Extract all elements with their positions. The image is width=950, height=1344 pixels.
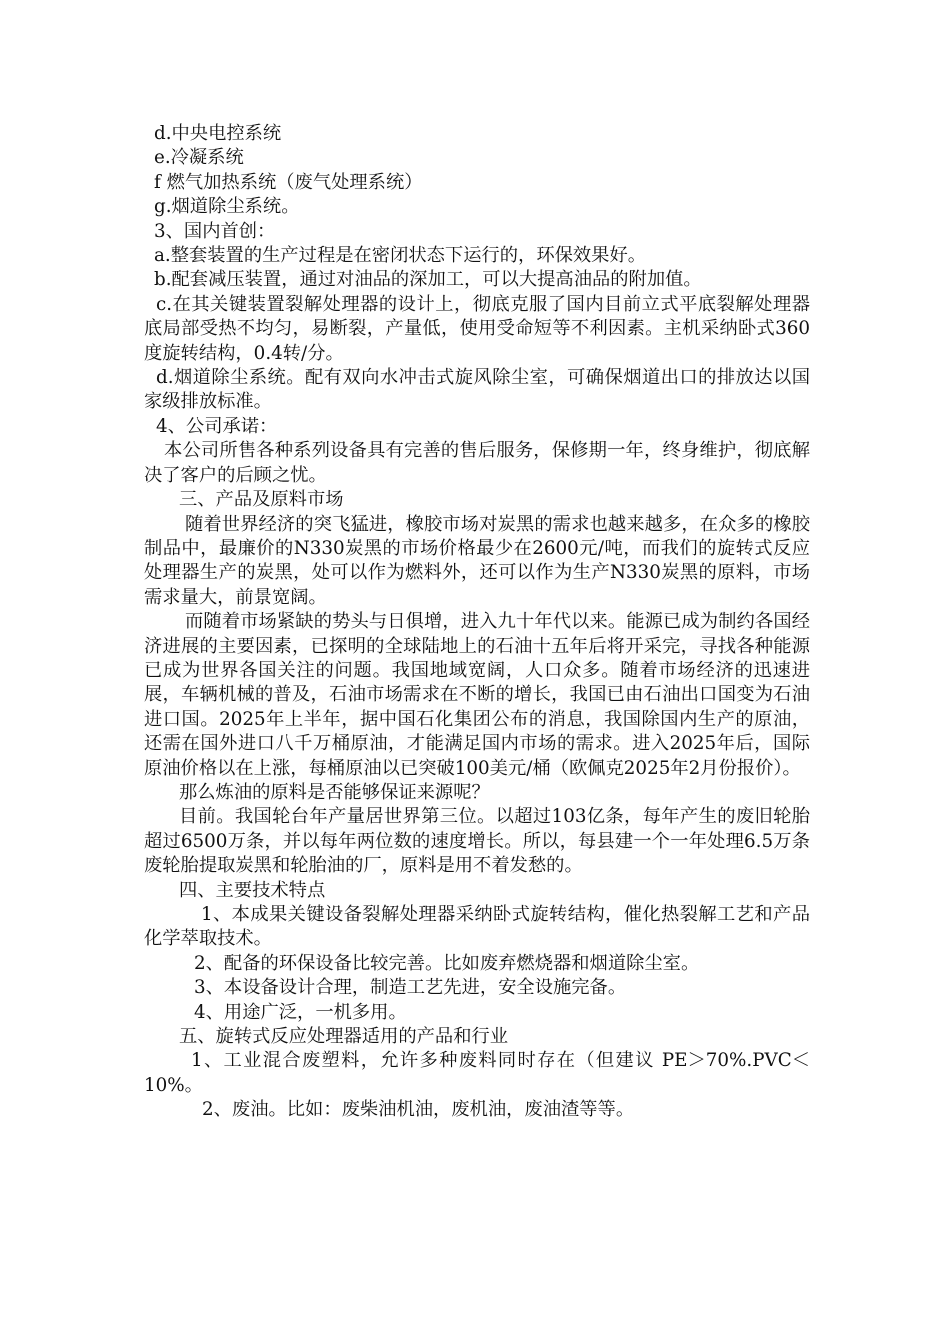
list-item-g: g.烟道除尘系统。 xyxy=(154,196,300,218)
list-item-f: f 燃气加热系统（废气处理系统） xyxy=(154,171,423,193)
chapter-5-heading: 五、旋转式反应处理器适用的产品和行业 xyxy=(179,1026,509,1048)
section-4-heading: 4、公司承诺： xyxy=(156,415,278,437)
feature-1: 1、本成果关键设备裂解处理器采纳卧式旋转结构，催化热裂解工艺和产品化学萃取技术。 xyxy=(144,904,810,950)
paragraph-market-2: 而随着市场紧缺的势头与日俱增，进入九十年代以来。能源已成为制约各国经济进展的主要因素，已探明的全球陆地上的石油十五年后将开采完，寻找各种能源已成为世界各国关注的问题。我国地域宽阔，人口众多。随着市场经济的迅速进展，车辆机械的普及，石油市场需求在不断的增长，我国已由石油出口国变为石油进口国。2025年上半年，据中国石化集团公布的消息，我国除国内生产的原油，还需在国外进口八千万桶原油，才能满足国内市场的需求。进入2025年后，国际原油价格以在上涨，每桶原油以已突破100美元/桶（欧佩克2025年2月份报价）。 xyxy=(144,611,810,779)
paragraph-question: 那么炼油的原料是否能够保证来源呢？ xyxy=(179,781,490,803)
paragraph-3b: b.配套减压装置，通过对油品的深加工，可以大提高油品的附加值。 xyxy=(154,269,702,291)
list-item-d: d.中央电控系统 xyxy=(154,123,282,144)
paragraph-commitment: 本公司所售各种系列设备具有完善的售后服务，保修期一年，终身维护，彻底解决了客户的后顾之忧。 xyxy=(144,440,810,486)
list-item-e: e.冷凝系统 xyxy=(154,147,244,169)
section-3-heading: 3、国内首创： xyxy=(154,220,276,242)
paragraph-3d: d.烟道除尘系统。配有双向水冲击式旋风除尘室，可确保烟道出口的排放达以国家级排放标准。 xyxy=(144,367,810,413)
chapter-4-heading: 四、主要技术特点 xyxy=(179,879,326,901)
chapter-3-heading: 三、产品及原料市场 xyxy=(179,489,344,511)
paragraph-3c: c.在其关键装置裂解处理器的设计上，彻底克服了国内目前立式平底裂解处理器底局部受热不均匀，易断裂，产量低，使用受命短等不利因素。主机采纳卧式360度旋转结构，0.4转/分。 xyxy=(144,293,810,364)
paragraph-3a: a.整套装置的生产过程是在密闭状态下运行的，环保效果好。 xyxy=(154,245,647,267)
application-2: 2、废油。比如：废柴油机油，废机油，废油渣等等。 xyxy=(202,1099,635,1121)
feature-3: 3、本设备设计合理，制造工艺先进，安全设施完备。 xyxy=(194,977,627,999)
paragraph-market-1: 随着世界经济的突飞猛进，橡胶市场对炭黑的需求也越来越多，在众多的橡胶制品中，最廉价的N330炭黑的市场价格最少在2600元/吨，而我们的旋转式反应处理器生产的炭黑，处可以作为燃料外，还可以作为生产N330炭黑的原料，市场需求量大，前景宽阔。 xyxy=(144,513,810,608)
application-1: 1、工业混合废塑料，允许多种废料同时存在（但建议 PE＞70%.PVC＜10%。 xyxy=(144,1050,810,1096)
paragraph-tires: 目前。我国轮台年产量居世界第三位。以超过103亿条，每年产生的废旧轮胎超过6500万条，并以每年两位数的速度增长。所以，每县建一个一年处理6.5万条废轮胎提取炭黑和轮胎油的厂，原料是用不着发愁的。 xyxy=(144,806,810,877)
feature-4: 4、用途广泛，一机多用。 xyxy=(194,1001,407,1023)
document-body xyxy=(144,122,810,1123)
feature-2: 2、配备的环保设备比较完善。比如废弃燃烧器和烟道除尘室。 xyxy=(194,952,700,974)
